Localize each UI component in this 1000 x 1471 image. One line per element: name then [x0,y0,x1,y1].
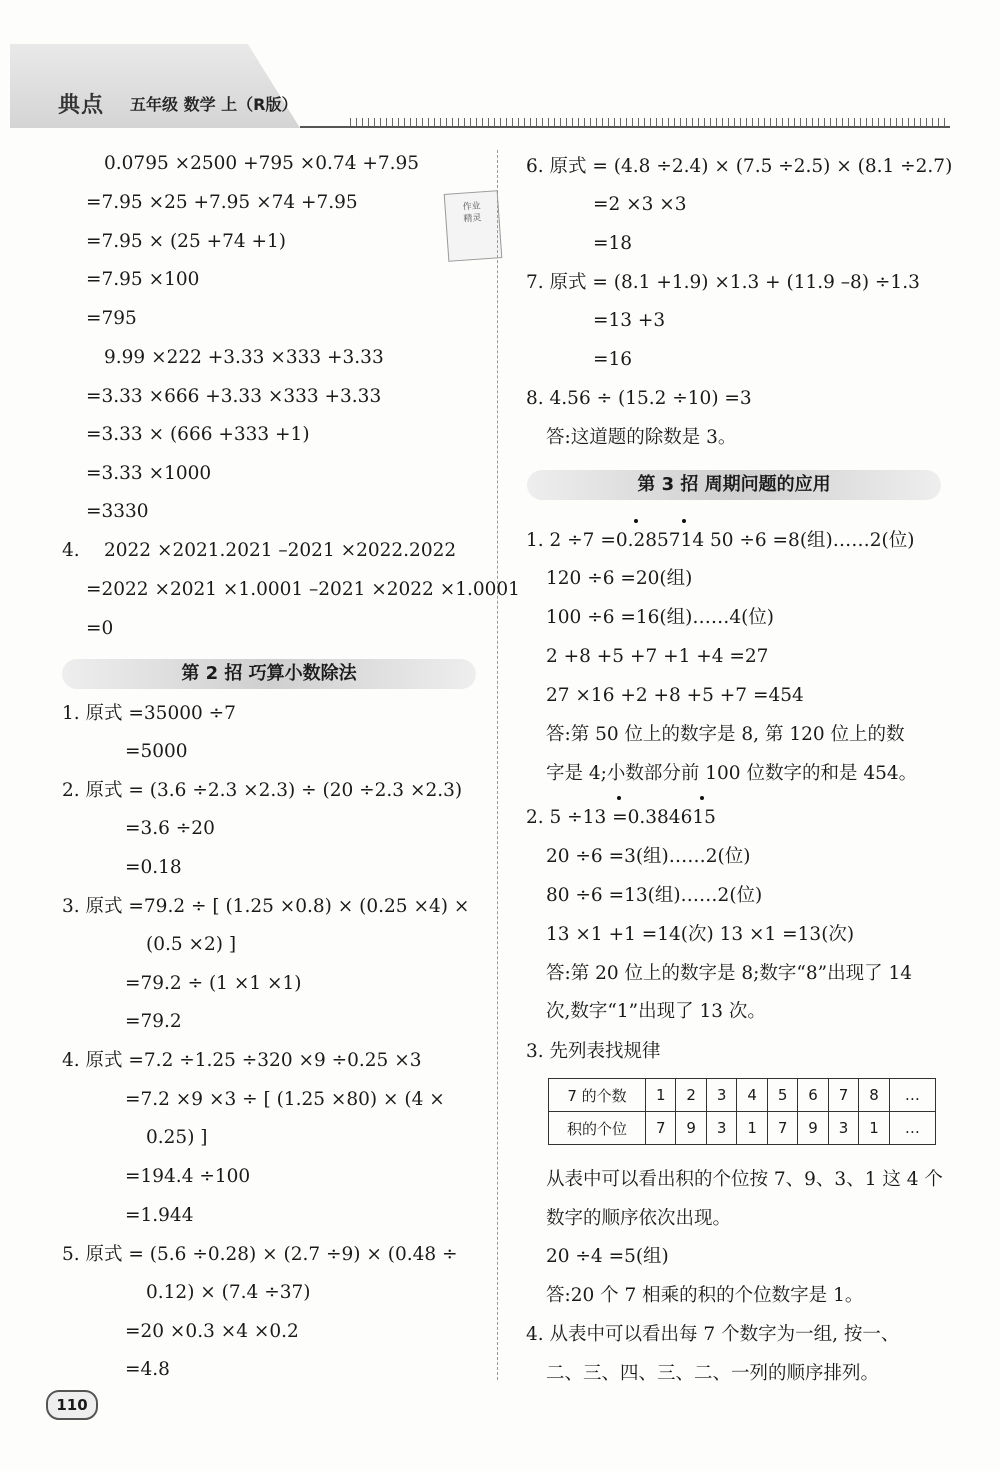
repeat-dot [682,519,686,523]
table-cell: 7 [828,1079,858,1112]
header-band [10,44,300,128]
answer-line: 次,数字“1”出现了 13 次。 [546,1001,766,1022]
equation-line: 3. 原式 =79.2 ÷ [ (1.25 ×0.8) × (0.25 ×4) × [62,896,470,917]
equation-line: =79.2 ÷ (1 ×1 ×1) [125,973,302,994]
stamp-line: 作业 [462,201,482,213]
header-line [300,126,950,128]
equation-line: 0.0795 ×2500 +795 ×0.74 +7.95 [104,153,420,174]
stamp-icon [444,190,503,262]
answer-line: 答:20 个 7 相乘的积的个位数字是 1。 [546,1285,864,1306]
equation-line: =7.95 ×100 [86,269,200,290]
equation-line: 80 ÷6 =13(组)……2(位) [546,885,763,906]
equation-line: =3.33 ×1000 [86,463,212,484]
equation-line: 7. 原式 = (8.1 +1.9) ×1.3 + (11.9 –8) ÷1.3 [526,272,920,293]
equation-line: =795 [86,308,137,329]
equation-line: 1. 原式 =35000 ÷7 [62,703,236,724]
section-header-2: 第 2 招 巧算小数除法 [62,659,476,689]
answer-line: 答:这道题的除数是 3。 [546,427,737,448]
answer-line: 答:第 20 位上的数字是 8;数字“8”出现了 14 [546,963,913,984]
equation-line: =4.8 [125,1359,170,1380]
equation-line: =0.18 [125,857,182,878]
table-row [549,1112,936,1145]
equation-line: 20 ÷4 =5(组) [546,1246,669,1267]
table-cell: 8 [859,1079,889,1112]
table-cell: 5 [767,1079,797,1112]
equation-line: (0.5 ×2) ] [146,934,237,955]
table-cell: 1 [646,1079,676,1112]
equation-line: 2. 5 ÷13 =0.384615 [526,807,716,828]
equation-line: 6. 原式 = (4.8 ÷2.4) × (7.5 ÷2.5) × (8.1 ÷2.7) [526,156,953,177]
table-cell: 1 [737,1112,767,1145]
equation-line: 5. 原式 = (5.6 ÷0.28) × (2.7 ÷9) × (0.48 ÷ [62,1244,458,1265]
equation-line: 4. 原式 =7.2 ÷1.25 ÷320 ×9 ÷0.25 ×3 [62,1050,422,1071]
equation-line: 13 ×1 +1 =14(次) 13 ×1 =13(次) [546,924,855,945]
equation-line: 2. 原式 = (3.6 ÷2.3 ×2.3) ÷ (20 ÷2.3 ×2.3) [62,780,463,801]
table-cell: 9 [676,1112,706,1145]
repeat-dot [617,796,621,800]
section-header-3: 第 3 招 周期问题的应用 [527,470,941,500]
text-line: 从表中可以看出积的个位按 7、9、3、1 这 4 个 [546,1169,943,1190]
problem-number: 4. [62,540,80,561]
equation-line: =3.6 ÷20 [125,818,215,839]
equation-line: =1.944 [125,1205,194,1226]
equation-line: =7.95 ×25 +7.95 ×74 +7.95 [86,192,358,213]
equation-line: 1. 2 ÷7 =0.285714 50 ÷6 =8(组)……2(位) [526,530,915,551]
book-logo: 典点 [58,93,105,118]
equation-line: 0.12) × (7.4 ÷37) [146,1282,311,1303]
table-cell: 7 [767,1112,797,1145]
equation-line: =2 ×3 ×3 [593,194,687,215]
equation-line: 120 ÷6 =20(组) [546,568,693,589]
table-row-header: 积的个位 [549,1112,646,1145]
table-cell: 6 [798,1079,828,1112]
equation-line: 20 ÷6 =3(组)……2(位) [546,846,751,867]
text-line: 数字的顺序依次出现。 [546,1208,732,1229]
table-cell: 2 [676,1079,706,1112]
equation-line: =3330 [86,501,149,522]
repeat-dot [634,519,638,523]
equation-line: 2 +8 +5 +7 +1 +4 =27 [546,646,769,667]
equation-line: 2022 ×2021.2021 –2021 ×2022.2022 [104,540,457,561]
table-cell: 7 [646,1112,676,1145]
table-cell: … [889,1079,935,1112]
table-cell: 4 [737,1079,767,1112]
equation-line: 100 ÷6 =16(组)……4(位) [546,607,775,628]
equation-line: 0.25) ] [146,1127,208,1148]
equation-line: =18 [593,233,633,254]
equation-line: =7.2 ×9 ×3 ÷ [ (1.25 ×80) × (4 × [125,1089,445,1110]
equation-line: =194.4 ÷100 [125,1166,251,1187]
header-ruler [350,118,950,126]
page-number: 110 [46,1390,98,1420]
equation-line: 8. 4.56 ÷ (15.2 ÷10) =3 [526,388,752,409]
table-cell: 3 [828,1112,858,1145]
equation-line: =13 +3 [593,310,666,331]
equation-line: =20 ×0.3 ×4 ×0.2 [125,1321,299,1342]
equation-line: =7.95 × (25 +74 +1) [86,231,287,252]
table-row [549,1079,936,1112]
equation-line: =3.33 × (666 +333 +1) [86,424,310,445]
book-title: 五年级 数学 上（R版） [130,95,298,114]
repeat-dot [700,796,704,800]
equation-line: 27 ×16 +2 +8 +5 +7 =454 [546,685,804,706]
equation-line: =0 [86,618,114,639]
pattern-table [548,1078,936,1145]
column-divider [497,150,498,1380]
equation-line: 9.99 ×222 +3.33 ×333 +3.33 [104,347,384,368]
text-line: 4. 从表中可以看出每 7 个数字为一组, 按一、 [526,1324,900,1345]
table-cell: … [889,1112,935,1145]
equation-line: =2022 ×2021 ×1.0001 –2021 ×2022 ×1.0001 [86,579,520,600]
table-row-header: 7 的个数 [549,1079,646,1112]
problem-line: 3. 先列表找规律 [526,1041,661,1062]
equation-line: =16 [593,349,633,370]
equation-line: =3.33 ×666 +3.33 ×333 +3.33 [86,386,382,407]
table-cell: 3 [706,1079,736,1112]
table-cell: 1 [859,1112,889,1145]
answer-line: 答:第 50 位上的数字是 8, 第 120 位上的数 [546,724,905,745]
text-line: 二、三、四、三、二、一列的顺序排列。 [546,1363,880,1384]
equation-line: =5000 [125,741,188,762]
equation-line: =79.2 [125,1011,182,1032]
table-cell: 3 [706,1112,736,1145]
table-cell: 9 [798,1112,828,1145]
stamp-line: 精灵 [463,213,482,225]
answer-line: 字是 4;小数部分前 100 位数字的和是 454。 [546,763,918,784]
